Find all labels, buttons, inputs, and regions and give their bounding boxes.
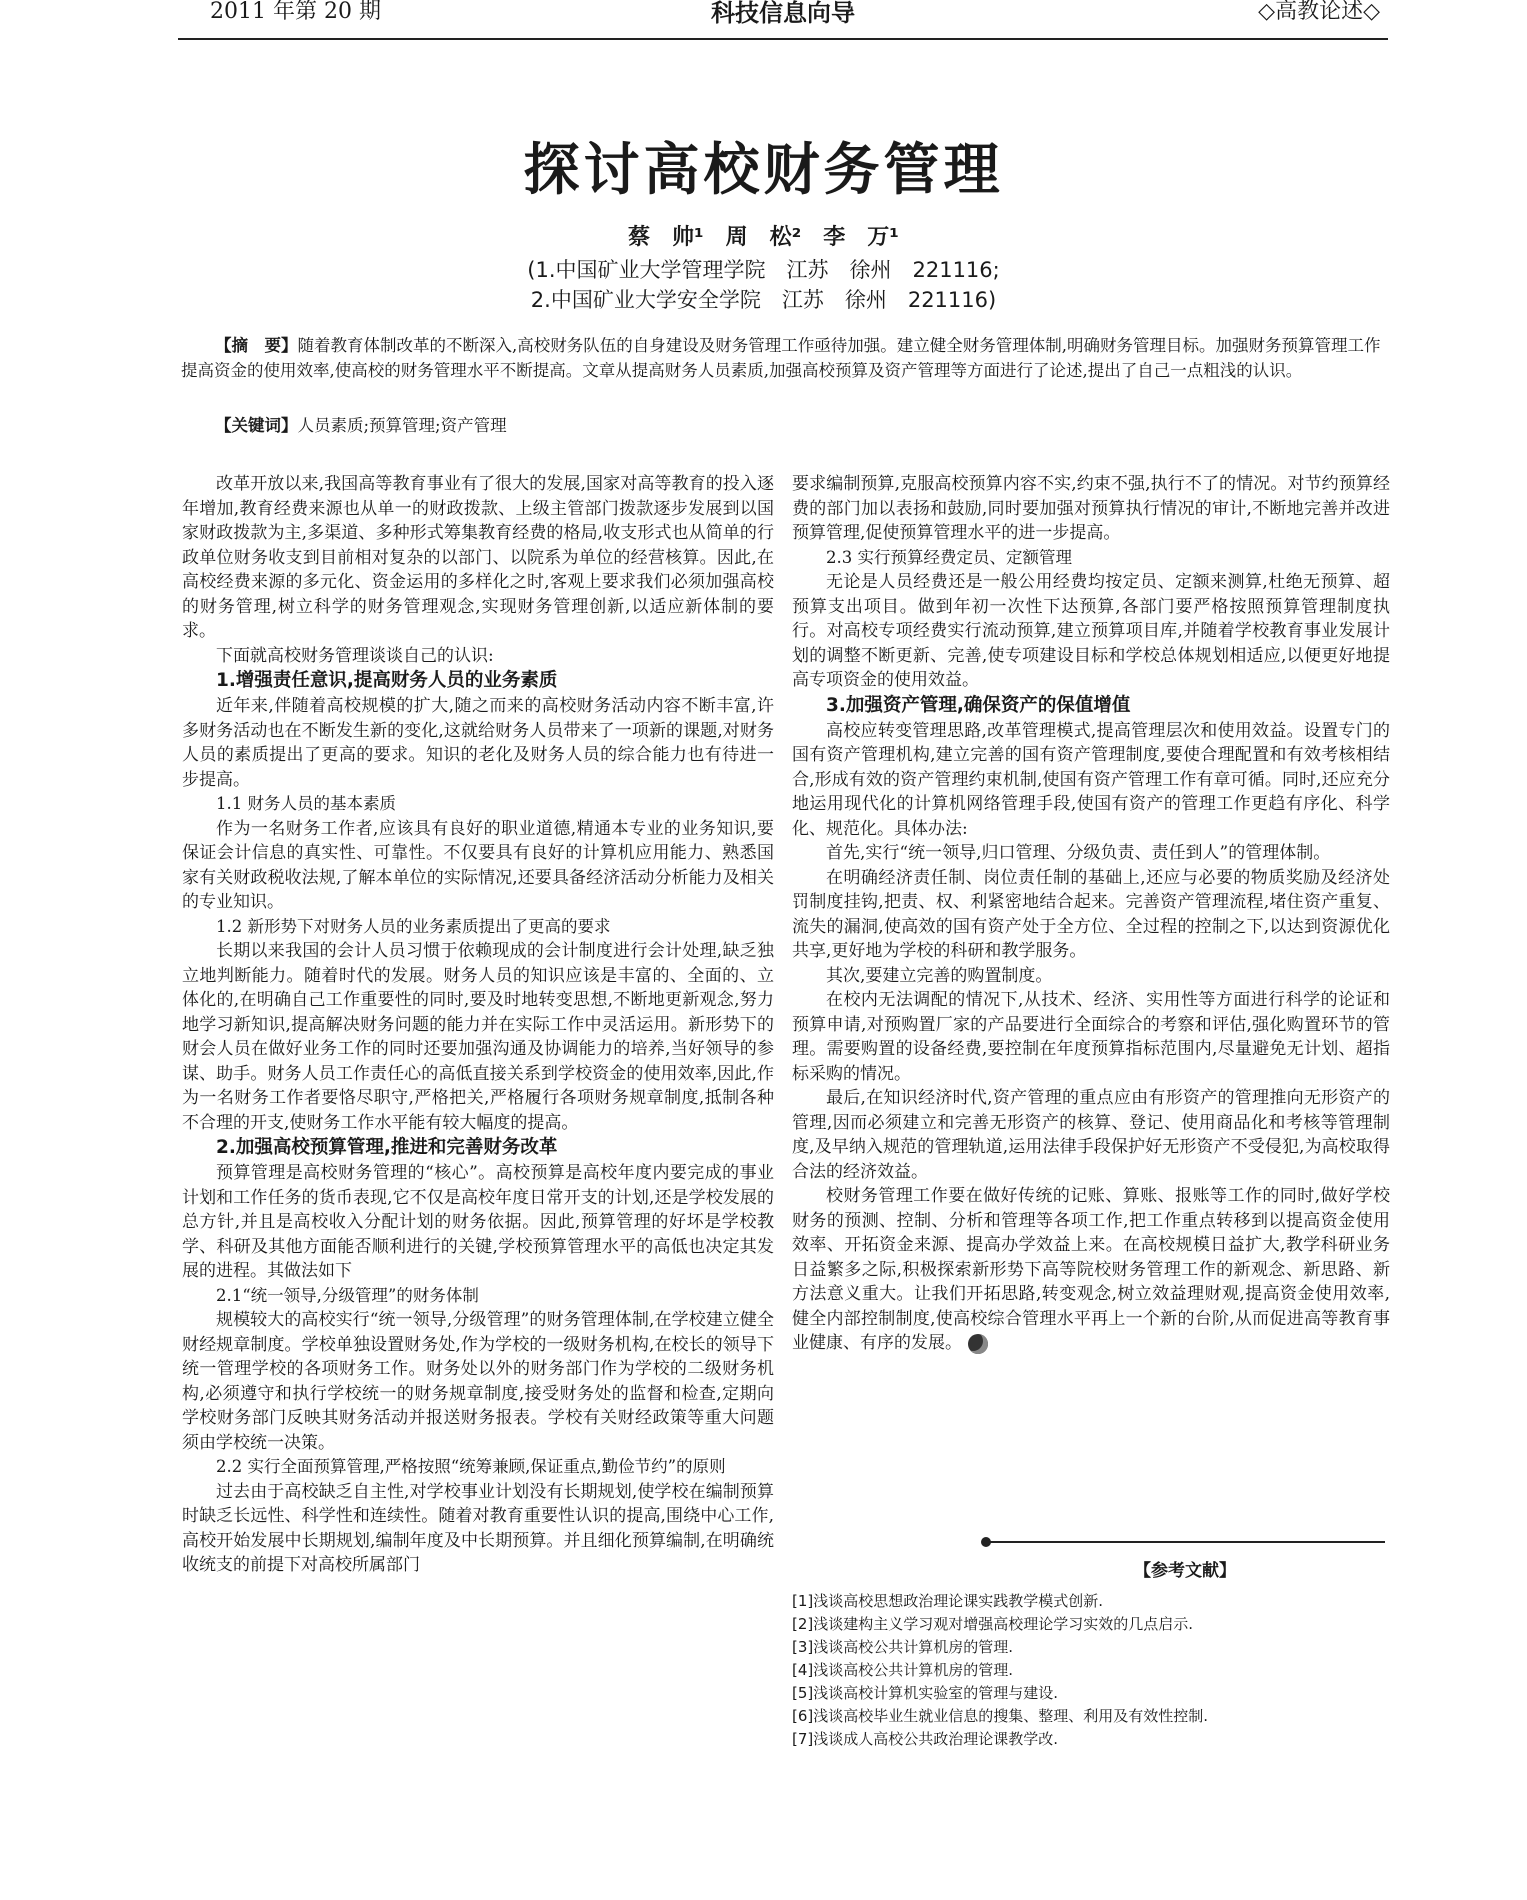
section-heading: 3.加强资产管理,确保资产的保值增值 <box>826 694 1131 716</box>
body-paragraph: 其次,要建立完善的购置制度。 <box>826 965 1053 986</box>
body-paragraph: 在明确经济责任制、岗位责任制的基础上,还应与必要的物质奖励及经济处罚制度挂钩,把责、权、利紧密地结合起来。完善资产管理流程,堵住资产重复、流失的漏洞,使高效的国有资产处于全方位、全过程的控制之下,以达到资源优化共享,更好地为学校的科研和教学服务。 <box>792 867 1390 961</box>
reference-item: [7]浅谈成人高校公共政治理论课教学改. <box>792 1730 1059 1748</box>
body-paragraph: 改革开放以来,我国高等教育事业有了很大的发展,国家对高等教育的投入逐年增加,教育经费来源也从单一的财政拨款、上级主管部门拨款逐步发展到以国家财政拨款为主,多渠道、多种形式筹集教育经费的格局,收支形式也从简单的行政单位财务收支到目前相对复杂的以部门、以院系为单位的经营核算。因此,在高校经费来源的多元化、资金运用的多样化之时,客观上要求我们必须加强高校的财务管理,树立科学的财务管理观念,实现财务管理创新,以适应新体制的要求。 <box>182 474 774 641</box>
body-paragraph: 预算管理是高校财务管理的“核心”。高校预算是高校年度内要完成的事业计划和工作任务的货币表现,它不仅是高校年度日常开支的计划,还是学校发展的总方针,并且是高校收入分配计划的财务依据。因此,预算管理的好坏是学校教学、科研及其他方面能否顺利进行的关键,学校预算管理水平的高低也决定其发展的进程。其做法如下 <box>182 1163 774 1281</box>
references-divider <box>985 1541 1385 1543</box>
reference-item: [5]浅谈高校计算机实验室的管理与建设. <box>792 1684 1059 1702</box>
paper-title: 探讨高校财务管理 <box>523 137 1004 203</box>
body-paragraph: 要求编制预算,克服高校预算内容不实,约束不强,执行不了的情况。对节约预算经费的部门加以表扬和鼓励,同时要加强对预算执行情况的审计,不断地完善并改进预算管理,促使预算管理水平的进一步提高。 <box>792 474 1390 543</box>
affiliation-1: (1.中国矿业大学管理学院 江苏 徐州 221116; <box>527 258 1000 282</box>
abstract-label: 【摘 要】 <box>215 336 298 355</box>
body-column-right <box>792 472 1390 1356</box>
body-paragraph: 在校内无法调配的情况下,从技术、经济、实用性等方面进行科学的论证和预算申请,对预购置厂家的产品要进行全面综合的考察和评估,强化购置环节的管理。需要购置的设备经费,要控制在年度预算指标范围内,尽量避免无计划、超指标采购的情况。 <box>792 990 1390 1084</box>
body-paragraph: 近年来,伴随着高校规模的扩大,随之而来的高校财务活动内容不断丰富,许多财务活动也在不断发生新的变化,这就给财务人员带来了一项新的课题,对财务人员的素质提出了更高的要求。知识的老化及财务人员的综合能力也有待进一步提高。 <box>182 696 774 790</box>
reference-item: [6]浅谈高校毕业生就业信息的搜集、整理、利用及有效性控制. <box>792 1707 1209 1725</box>
body-paragraph: 最后,在知识经济时代,资产管理的重点应由有形资产的管理推向无形资产的管理,因而必须建立和完善无形资产的核算、登记、使用商品化和考核等管理制度,及早纳入规范的管理轨道,运用法律手段保护好无形资产不受侵犯,为高校取得合法的经济效益。 <box>792 1088 1390 1182</box>
author-list: 蔡 帅¹ 周 松² 李 万¹ <box>628 225 899 250</box>
subsection-heading: 2.1“统一领导,分级管理”的财务体制 <box>216 1285 479 1305</box>
subsection-heading: 1.1 财务人员的基本素质 <box>216 794 396 813</box>
keywords <box>215 412 507 436</box>
body-paragraph: 作为一名财务工作者,应该具有良好的职业道德,精通本专业的业务知识,要保证会计信息的真实性、可靠性。不仅要具有良好的计算机应用能力、熟悉国家有关财政税收法规,了解本单位的实际情况,还要具备经济活动分析能力及相关的专业知识。 <box>182 818 774 912</box>
running-header <box>178 0 1388 40</box>
subsection-heading: 1.2 新形势下对财务人员的业务素质提出了更高的要求 <box>216 916 611 936</box>
section-heading: 2.加强高校预算管理,推进和完善财务改革 <box>216 1137 558 1158</box>
subsection-heading: 2.3 实行预算经费定员、定额管理 <box>826 547 1072 567</box>
abstract-text: 随着教育体制改革的不断深入,高校财务队伍的自身建设及财务管理工作亟待加强。建立健全财务管理体制,明确财务管理目标。加强财务预算管理工作提高资金的使用效率,使高校的财务管理水平不断提高。文章从提高财务人员素质,加强高校预算及资产管理等方面进行了论述,提出了自己一点粗浅的认识。 <box>181 336 1381 380</box>
abstract <box>181 333 1381 383</box>
end-mark-icon <box>968 1334 988 1354</box>
section-label: ◇高教论述◇ <box>1258 0 1380 24</box>
keywords-text: 人员素质;预算管理;资产管理 <box>297 416 507 435</box>
body-paragraph: 长期以来我国的会计人员习惯于依赖现成的会计制度进行会计处理,缺乏独立地判断能力。随着时代的发展。财务人员的知识应该是丰富的、全面的、立体化的,在明确自己工作重要性的同时,要及时地转变思想,不断地更新观念,努力地学习新知识,提高解决财务问题的能力并在实际工作中灵活运用。新形势下的财会人员在做好业务工作的同时还要加强沟通及协调能力的培养,当好领导的参谋、助手。财务人员工作责任心的高低直接关系到学校资金的使用效率,因此,作为一名财务工作者要恪尽职守,严格把关,严格履行各项财务规章制度,抵制各种不合理的开支,使财务工作水平能有较大幅度的提高。 <box>182 941 774 1133</box>
body-column-left <box>182 472 774 1578</box>
reference-item: [3]浅谈高校公共计算机房的管理. <box>792 1638 1014 1656</box>
body-paragraph: 规模较大的高校实行“统一领导,分级管理”的财务管理体制,在学校建立健全财经规章制度。学校单独设置财务处,作为学校的一级财务机构,在校长的领导下统一管理学校的各项财务工作。财务处以外的财务部门作为学校的二级财务机构,必须遵守和执行学校统一的财务规章制度,接受财务处的监督和检查,定期向学校财务部门反映其财务活动并报送财务报表。学校有关财经政策等重大问题须由学校统一决策。 <box>182 1310 774 1453</box>
body-paragraph: 下面就高校财务管理谈谈自己的认识: <box>216 645 494 666</box>
body-paragraph: 过去由于高校缺乏自主性,对学校事业计划没有长期规划,使学校在编制预算时缺乏长远性、科学性和连续性。随着对教育重要性认识的提高,围绕中心工作,高校开始发展中长期规划,编制年度及中长期预算。并且细化预算编制,在明确统收统支的前提下对高校所属部门 <box>182 1481 774 1575</box>
issue-label: 2011 年第 20 期 <box>210 0 381 24</box>
keywords-label: 【关键词】 <box>215 416 298 435</box>
section-heading: 1.增强责任意识,提高财务人员的业务素质 <box>216 670 558 691</box>
body-paragraph: 无论是人员经费还是一般公用经费均按定员、定额来测算,杜绝无预算、超预算支出项目。做到年初一次性下达预算,各部门要严格按照预算管理制度执行。对高校专项经费实行流动预算,建立预算项目库,并随着学校教育事业发展计划的调整不断更新、完善,使专项建设目标和学校总体规划相适应,以便更好地提高专项资金的使用效益。 <box>792 572 1390 690</box>
subsection-heading: 2.2 实行全面预算管理,严格按照“统筹兼顾,保证重点,勤俭节约”的原则 <box>216 1457 726 1476</box>
reference-item: [4]浅谈高校公共计算机房的管理. <box>792 1661 1014 1679</box>
body-paragraph: 校财务管理工作要在做好传统的记账、算账、报账等工作的同时,做好学校财务的预测、控制、分析和管理等各项工作,把工作重点转移到以提高资金使用效率、开拓资金来源、提高办学效益上来。在高校规模日益扩大,教学科研业务日益繁多之际,积极探索新形势下高等院校财务管理工作的新观念、新思路、新方法意义重大。让我们开拓思路,转变观念,树立效益理财观,提高资金使用效率,健全内部控制制度,使高校综合管理水平再上一个新的台阶,从而促进高等教育事业健康、有序的发展。 <box>792 1186 1390 1353</box>
reference-item: [2]浅谈建构主义学习观对增强高校理论学习实效的几点启示. <box>792 1615 1194 1633</box>
body-paragraph: 高校应转变管理思路,改革管理模式,提高管理层次和使用效益。设置专门的国有资产管理机构,建立完善的国有资产管理制度,要使合理配置和有效考核相结合,形成有效的资产管理约束机制,使国有资产管理工作有章可循。同时,还应充分地运用现代化的计算机网络管理手段,使国有资产的管理工作更趋有序化、科学化、规范化。具体办法: <box>792 720 1390 839</box>
journal-name: 科技信息向导 <box>711 0 855 27</box>
reference-item: [1]浅谈高校思想政治理论课实践教学模式创新. <box>792 1592 1104 1610</box>
affiliation-2: 2.中国矿业大学安全学院 江苏 徐州 221116) <box>530 288 997 312</box>
reference-list <box>792 1590 1208 1751</box>
body-paragraph: 首先,实行“统一领导,归口管理、分级负责、责任到人”的管理体制。 <box>826 843 1331 863</box>
references-title: 【参考文献】 <box>1134 1561 1236 1581</box>
